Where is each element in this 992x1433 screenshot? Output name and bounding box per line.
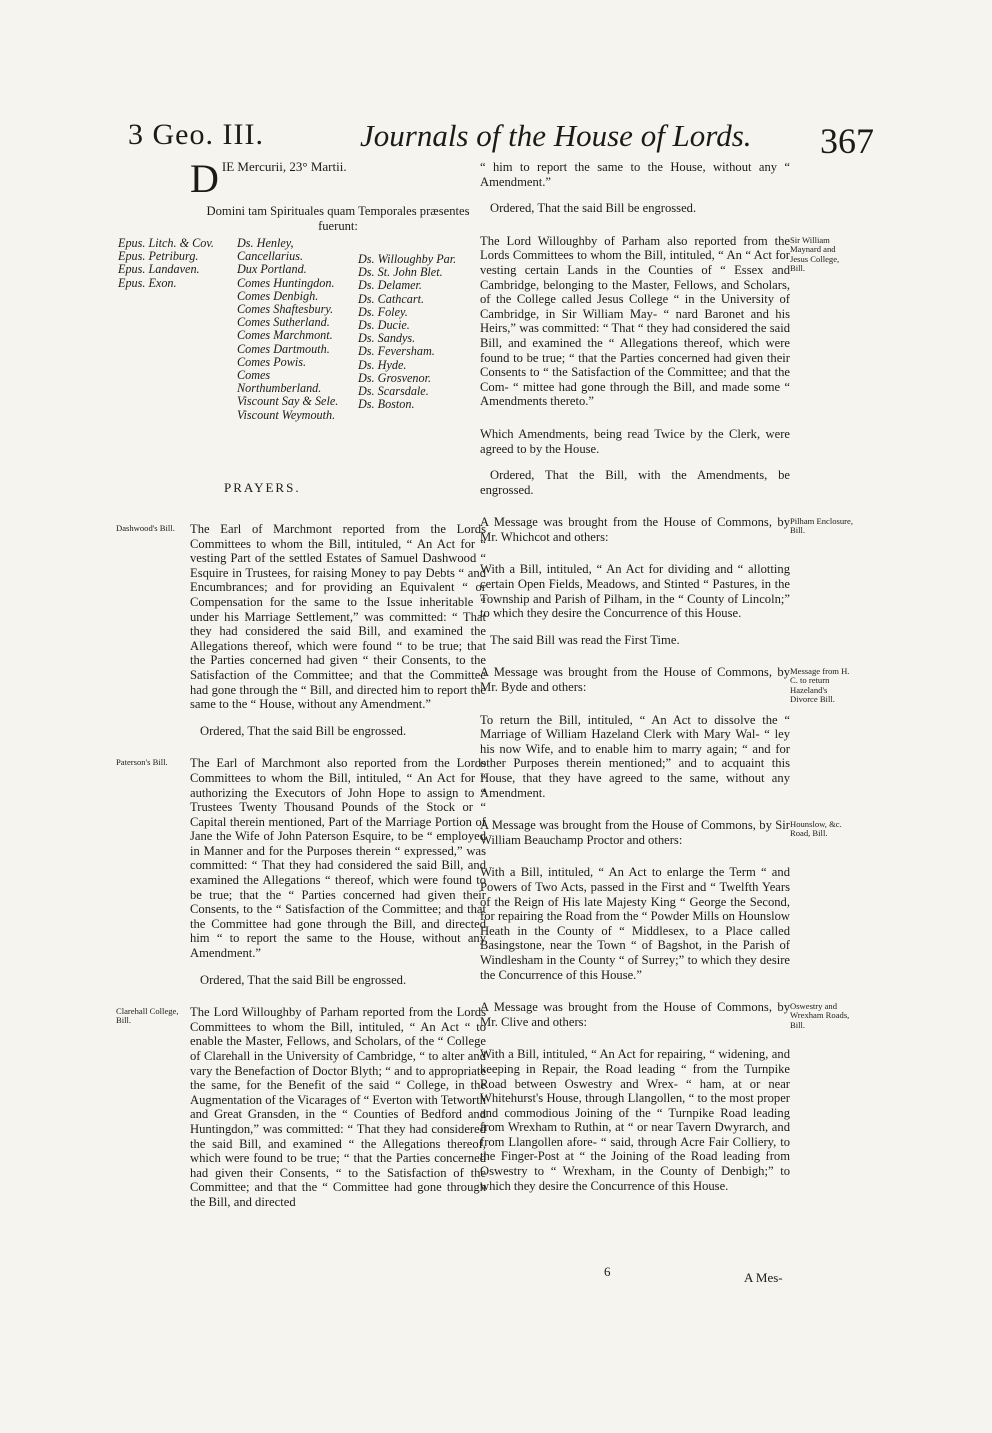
- attendance-entry: Ds. Grosvenor.: [358, 370, 432, 385]
- attendance-entry: Ds. Sandys.: [358, 331, 416, 346]
- entry-text: The Earl of Marchmont reported from the Lords Committees to whom the Bill, intituled, “ An Act for “ vesting Part of the settled Estates of Samuel Dashwood “ Esquire in Trustees, for raising Money to pay Debts “ and Encumbrances; and for providing an Equivalent “ or Compensation for the same to the Issue inheritable “ under his Marriage Settlement,” was committed: “ That they had considered the said Bill, and examined the Allegations thereof, which were found “ to be true; that the Parties concerned had given “ their Consents, to the Satisfaction of the Committee; and that the Committee had gone through the “ Bill, and directed him to report the same to the “ House, without any Amendment.”: [190, 522, 486, 712]
- date-line: [190, 156, 486, 201]
- journal-entry: [480, 713, 790, 801]
- entry-text: To return the Bill, intituled, “ An Act to dissolve the “ Marriage of William Hazeland Clerk with Mary Wal- “ ley his now Wife, and to enable him to marry again; “ and for other Purposes therein mentioned;” and to acquaint this House, that they have agreed to the same, without any Amendment.: [480, 712, 790, 800]
- header-regnal-year: 3 Geo. III.: [128, 118, 264, 151]
- journal-entry: [480, 427, 790, 497]
- margin-note: Oswestry and Wrexham Roads, Bill.: [790, 1001, 850, 1030]
- page-number: 367: [820, 121, 874, 161]
- attendance-entry: Ds. Boston.: [358, 397, 415, 412]
- attendance-entry: Epus. Litch. & Cov.: [118, 236, 214, 250]
- attendance-entry: Epus. Petriburg.: [118, 249, 199, 264]
- attendance-entry: Viscount Weymouth.: [237, 407, 336, 422]
- attendance-entry: Comes Shaftesbury.: [237, 302, 334, 317]
- attendance-entry: Comes Dartmouth.: [237, 341, 330, 356]
- entry-text: The Lord Willoughby of Parham also reported from the Lords Committees to whom the Bill, intituled, “ An “ Act for vesting certain Lands in the Counties of “ Essex and Cambridge, belonging to the Master, Fellows, and Scholars, of the College called Jesus College “ in the University of Cambridge, in Sir William May- “ nard Baronet and his Heirs,” was committed: “ That “ they had considered the said Bill, and examined the “ Allegations thereof, which were found to be true; “ that the Parties concerned had given their Consents to “ the Satisfaction of the Committee; and that the Com- “ mittee had gone through the Bill, and made some “ Amendments thereto.”: [480, 233, 790, 409]
- dropcap: D: [190, 156, 219, 201]
- attendance-entry: Viscount Say & Sele.: [237, 394, 339, 409]
- attendance-entry: Comes Huntingdon.: [237, 275, 335, 290]
- attendance-entry: Ds. Feversham.: [358, 344, 435, 359]
- journal-entry: [480, 234, 790, 409]
- attendance-entry: Epus. Exon.: [118, 275, 177, 290]
- journal-entry: [480, 562, 790, 647]
- attendance-entry: Comes Marchmont.: [237, 328, 333, 343]
- ordered-line: The said Bill was read the First Time.: [490, 632, 680, 647]
- attendance-entry: Comes Sutherland.: [237, 315, 330, 330]
- entry-text: A Message was brought from the House of Commons, by Sir William Beauchamp Proctor and others:: [480, 818, 790, 847]
- attendance-entry: Epus. Landaven.: [118, 262, 200, 277]
- ordered-line: Ordered, That the said Bill be engrossed.: [200, 972, 407, 987]
- prayers-heading: PRAYERS.: [224, 480, 301, 495]
- attendance-entry: Dux Portland.: [237, 262, 307, 277]
- right-column: [480, 160, 790, 1211]
- journal-entry: [190, 522, 486, 738]
- attendance-entry: Ds. Delamer.: [358, 278, 422, 293]
- journal-entry: [480, 865, 790, 982]
- journal-entry: [480, 665, 790, 694]
- margin-note: Pilham Enclosure, Bill.: [790, 516, 854, 536]
- entry-text: With a Bill, intituled, “ An Act to enlarge the Term “ and Powers of Two Acts, passed in the First and “ Twelfth Years of the Reign of His late Majesty King “ George the Second, for repairing the Road from the “ Powder Mills on Hounslow Heath in the County of “ Middlesex, to a Place called Basingstone, near the Town “ of Bagshot, in the Parish of Windlesham in the County “ of Surrey;” to which they desire the Concurrence of this House.”: [480, 865, 790, 982]
- entry-text: Which Amendments, being read Twice by the Clerk, were agreed to by the House.: [480, 426, 790, 456]
- attendance-col-barons: [358, 253, 488, 411]
- entry-text: “ him to report the same to the House, without any “ Amendment.”: [480, 160, 790, 189]
- entry-text: A Message was brought from the House of Commons, by Mr. Byde and others:: [480, 665, 790, 695]
- entry-text: The Earl of Marchmont also reported from the Lords Committees to whom the Bill, intituled, “ An Act for “ authorizing the Executors of John Hope to assign to “ Trustees Twenty Thousand Pounds of the Stock or “ Capital therein mentioned, Part of the Marriage Portion of Jane the Wife of John Paterson Esquire, to be “ employed in Manner and for the Purposes therein “ expressed,” was committed: “ That they had considered the said Bill, and examined the Allegations “ thereof, which were found to be true; that the “ Parties concerned had given their Consents, to the “ Satisfaction of the Committee; and that the Committee had gone through the Bill, and directed him “ to report the same to the House, without any Amendment.”: [190, 756, 486, 961]
- ordered-line: Ordered, That the said Bill be engrossed.: [490, 201, 697, 216]
- catchword: A Mes-: [744, 1270, 783, 1285]
- attendance-entry: Comes Denbigh.: [237, 288, 319, 303]
- date-text: IE Mercurii, 23° Martii.: [221, 159, 347, 174]
- attendance-entry: Ds. Cathcart.: [358, 291, 425, 306]
- entry-text: The Lord Willoughby of Parham reported from the Lords Committees to whom the Bill, intituled, “ An Act “ to enable the Master, Fellows, and Scholars, of the “ College of Clarehall in the University of Cambridge, “ to alter and vary the Benefaction of Doctor Blyth; “ and to appropriate the same, for the Benefit of the said “ College, in the Augmentation of the Vicarages of “ Everton with Tetworth and Great Gransden, in the “ Counties of Bedford and Huntingdon,” was committed: “ That they had considered the said Bill, and examined “ the Allegations thereof, which were found to be true; “ that the Parties concerned had given their Consents, “ to the Satisfaction of the Committee; and that the “ Committee had gone through the Bill, and directed: [190, 1005, 486, 1209]
- attendance-entry: Ds. Ducie.: [358, 318, 410, 333]
- attendance-entry: Ds. Foley.: [358, 304, 408, 319]
- margin-note: Message from H. C. to return Hazeland's Divorce Bill.: [790, 666, 850, 705]
- journal-entry: [480, 818, 790, 847]
- attendance-entry: Ds. Scarsdale.: [358, 384, 429, 399]
- journal-entry: [190, 1005, 486, 1209]
- ordered-line: Ordered, That the Bill, with the Amendments, be engrossed.: [480, 468, 790, 497]
- entry-text: With a Bill, intituled, “ An Act for dividing and “ allotting certain Open Fields, Meadows, and Stinted “ Pastures, in the Township and Parish of Pilham, in the “ County of Lincoln;” to which they desire the Concurrence of this House.: [480, 562, 790, 621]
- journal-entry: [480, 515, 790, 544]
- entry-text: A Message was brought from the House of Commons, by Mr. Clive and others:: [480, 1000, 790, 1029]
- journal-entry: [190, 756, 486, 987]
- journal-entry: [480, 160, 790, 216]
- signature-mark: 6: [604, 1264, 611, 1279]
- margin-note: Dashwood's Bill.: [116, 523, 175, 533]
- attendance-list: [118, 237, 488, 457]
- domini-line: Domini tam Spirituales quam Temporales præsentes fuerunt:: [206, 204, 470, 233]
- entry-text: With a Bill, intituled, “ An Act for repairing, “ widening, and keeping in Repair, the Road leading “ from the Turnpike Road between Oswestry and Wrex- “ ham, at or near Whitehurst's House, through Llangollen, “ to the most proper and commodious Joining of the “ Turnpike Road leading from Wrexham to Ruthin, at “ or near Tavern Dwyrarch, and from Llangollen afore- “ said, through Acre Fair Colliery, to the Finger-Post at “ the Joining of the Road leading from Oswestry to “ Wrexham, in the County of Denbigh;” to which they desire the Concurrence of this House.: [480, 1047, 790, 1193]
- attendance-entry: Comes Powis.: [237, 354, 307, 369]
- attendance-entry: Comes Northumberland.: [237, 368, 322, 396]
- header-title: Journals of the House of Lords.: [360, 118, 752, 153]
- ordered-line: Ordered, That the said Bill be engrossed.: [200, 723, 407, 738]
- entry-text: A Message was brought from the House of Commons, by Mr. Whichcot and others:: [480, 515, 790, 544]
- attendance-col-peers: [237, 237, 357, 422]
- left-column: [190, 522, 486, 1228]
- attendance-entry: Ds. Willoughby Par.: [358, 252, 457, 266]
- margin-note: Sir William Maynard and Jesus College, Bill.: [790, 235, 840, 274]
- attendance-entry: Ds. Hyde.: [358, 357, 407, 372]
- attendance-col-bishops: [118, 237, 228, 290]
- attendance-entry: Ds. Henley, Cancellarius.: [237, 236, 304, 264]
- attendance-entry: Ds. St. John Blet.: [358, 265, 443, 280]
- journal-entry: [480, 1047, 790, 1193]
- margin-note: Clarehall College, Bill.: [116, 1006, 179, 1026]
- margin-note: Hounslow, &c. Road, Bill.: [790, 819, 842, 839]
- journal-entry: [480, 1000, 790, 1029]
- margin-note: Paterson's Bill.: [116, 757, 168, 767]
